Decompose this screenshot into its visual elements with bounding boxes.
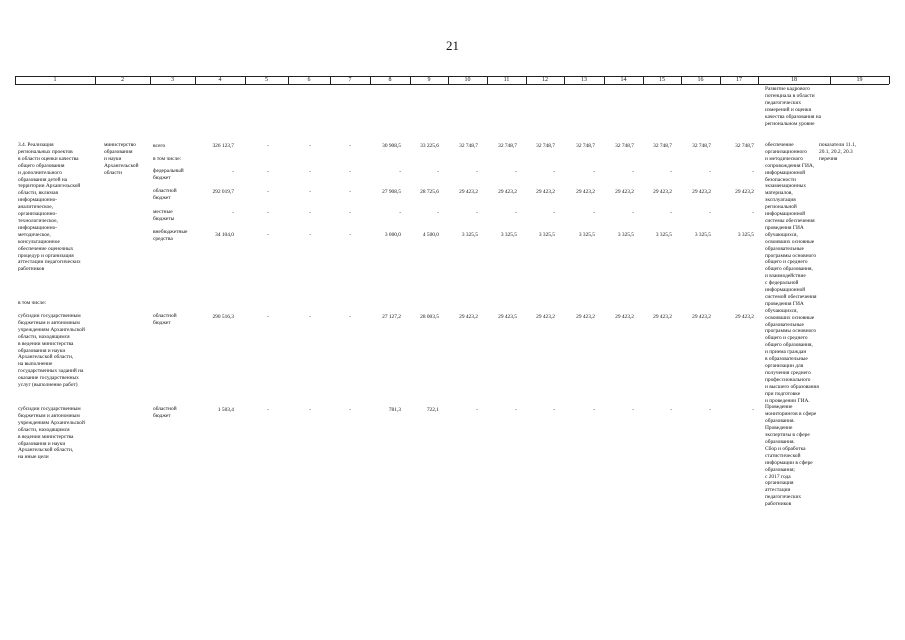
- value-cell: 30 908,5: [382, 143, 401, 149]
- col18-continued-text: Развитие кадрового потенциала в области педагогических измерений и оценки качества образования на региональном уровне: [765, 86, 821, 127]
- measure-result-text: обеспечение организационного и методического сопровождения ГИА, информационной безопасности экзаменационных материалов, эксплуатация региональной информационной системы обеспечения проведения ГИА обучающихся, освоивших основные образовательные программы основного общего и среднего общего образования, и взаимодействие с федеральной информационной системой обеспечения проведения ГИА обучающихся, освоивших основные образовательные программы основного общего и среднего общего образования, и приема граждан в образовательные организации для получения среднего профессионального и высшего образования при подготовке и проведении ГИА. Проведение мониторингов в сфере образования. Проведение экспертизы в сфере образования. Сбор и обработка статистической информации в сфере образования; с 2017 года организация аттестации педагогических работников: [765, 142, 819, 508]
- value-cell: -: [349, 189, 351, 195]
- column-divider: [564, 76, 565, 84]
- value-cell: 29 423,2: [735, 314, 754, 320]
- value-cell: 3 325,5: [538, 232, 555, 238]
- funding-source: в том числе:: [153, 156, 182, 162]
- column-number: 12: [542, 77, 548, 83]
- value-cell: 29 423,2: [576, 189, 595, 195]
- value-cell: 34 104,0: [215, 232, 234, 238]
- value-cell: -: [232, 169, 234, 175]
- value-cell: 4 500,0: [422, 232, 439, 238]
- value-cell: -: [476, 407, 478, 413]
- value-cell: -: [267, 232, 269, 238]
- value-cell: 29 423,2: [692, 189, 711, 195]
- value-cell: -: [309, 210, 311, 216]
- column-number: 9: [427, 77, 431, 83]
- funding-source: федеральный бюджет: [153, 168, 184, 181]
- value-cell: -: [309, 143, 311, 149]
- value-cell: -: [670, 210, 672, 216]
- value-cell: -: [309, 232, 311, 238]
- value-cell: -: [267, 189, 269, 195]
- value-cell: 32 748,7: [653, 143, 672, 149]
- column-number: 19: [856, 77, 863, 83]
- subsidy-name: субсидии государственным бюджетным и автономным учреждениям Архангельской области, находящимся в ведении министерства образования и науки Архангельской области, на иные цели: [18, 406, 85, 461]
- measure-name: 3.4. Реализация региональных проектов в области оценки качества общего образования и дополнительного образования детей на территории Архангельской области, включая информационно- аналитическое, организационно- технологическое, информационно- методическое, консультационное обеспечение оценочных процедур и организация аттестации педагогических работников: [18, 142, 81, 273]
- subsidy-name: субсидии государственным бюджетным и автономным учреждениям Архангельской области, находящимся в ведении министерства образования и науки Архангельской области, на выполнение государственных заданий на оказание государственных услуг (выполнение работ): [18, 313, 85, 389]
- value-cell: 29 423,2: [536, 314, 555, 320]
- measure-executor: министерство образования и науки Архангельской области: [104, 142, 139, 176]
- value-cell: -: [593, 210, 595, 216]
- value-cell: 3 000,0: [384, 232, 401, 238]
- value-cell: -: [349, 407, 351, 413]
- value-cell: -: [632, 169, 634, 175]
- value-cell: -: [267, 143, 269, 149]
- column-number: 6: [307, 77, 311, 83]
- value-cell: -: [267, 407, 269, 413]
- including-label: в том числе:: [18, 300, 47, 306]
- column-number: 13: [581, 77, 587, 83]
- value-cell: 3 325,5: [694, 232, 711, 238]
- column-number: 8: [388, 77, 392, 83]
- value-cell: 32 748,7: [615, 143, 634, 149]
- value-cell: 29 423,2: [653, 189, 672, 195]
- value-cell: 29 423,2: [536, 189, 555, 195]
- value-cell: 3 325,5: [617, 232, 634, 238]
- value-cell: -: [553, 210, 555, 216]
- value-cell: -: [752, 169, 754, 175]
- value-cell: -: [349, 169, 351, 175]
- value-cell: 32 748,7: [536, 143, 555, 149]
- value-cell: -: [309, 407, 311, 413]
- column-divider: [15, 76, 16, 84]
- funding-source: местные бюджеты: [153, 209, 175, 222]
- value-cell: -: [232, 210, 234, 216]
- value-cell: -: [670, 407, 672, 413]
- value-cell: 32 748,7: [459, 143, 478, 149]
- value-cell: 29 423,2: [498, 189, 517, 195]
- value-cell: 29 423,2: [692, 314, 711, 320]
- value-cell: 3 325,5: [500, 232, 517, 238]
- value-cell: 781,3: [388, 407, 401, 413]
- subsidy-source: областной бюджет: [153, 406, 177, 419]
- value-cell: 32 748,7: [576, 143, 595, 149]
- value-cell: -: [593, 407, 595, 413]
- column-divider: [448, 76, 449, 84]
- value-cell: -: [437, 210, 439, 216]
- column-number: 1: [53, 77, 57, 83]
- column-number: 4: [218, 77, 222, 83]
- value-cell: -: [267, 169, 269, 175]
- value-cell: 27 127,2: [382, 314, 401, 320]
- value-cell: 3 325,5: [655, 232, 672, 238]
- value-cell: -: [752, 210, 754, 216]
- value-cell: 326 123,7: [212, 143, 234, 149]
- subsidy-source: областной бюджет: [153, 313, 177, 326]
- value-cell: -: [349, 314, 351, 320]
- value-cell: -: [709, 210, 711, 216]
- value-cell: 29 423,2: [615, 314, 634, 320]
- value-cell: -: [709, 407, 711, 413]
- value-cell: 3 325,5: [461, 232, 478, 238]
- value-cell: -: [349, 232, 351, 238]
- value-cell: 32 748,7: [692, 143, 711, 149]
- value-cell: 29 423,2: [459, 189, 478, 195]
- value-cell: -: [309, 314, 311, 320]
- column-divider: [370, 76, 371, 84]
- value-cell: 722,1: [426, 407, 439, 413]
- value-cell: 290 516,3: [212, 314, 234, 320]
- column-number: 3: [171, 77, 174, 83]
- value-cell: -: [515, 169, 517, 175]
- column-number: 16: [697, 77, 704, 83]
- column-divider: [288, 76, 289, 84]
- value-cell: -: [349, 143, 351, 149]
- column-divider: [830, 76, 831, 84]
- value-cell: -: [709, 169, 711, 175]
- value-cell: -: [399, 210, 401, 216]
- value-cell: -: [593, 169, 595, 175]
- column-divider: [195, 76, 196, 84]
- value-cell: 3 325,5: [578, 232, 595, 238]
- column-number: 5: [265, 77, 268, 83]
- value-cell: 29 423,2: [459, 314, 478, 320]
- value-cell: 29 423,2: [615, 189, 634, 195]
- value-cell: 29 423,2: [653, 314, 672, 320]
- value-cell: -: [267, 314, 269, 320]
- value-cell: 32 748,7: [735, 143, 754, 149]
- value-cell: -: [309, 189, 311, 195]
- column-divider: [95, 76, 96, 84]
- column-divider: [758, 76, 759, 84]
- value-cell: -: [632, 210, 634, 216]
- header-bottom-border: [15, 84, 889, 85]
- value-cell: -: [476, 210, 478, 216]
- value-cell: -: [553, 169, 555, 175]
- value-cell: -: [437, 169, 439, 175]
- column-number: 11: [503, 77, 510, 83]
- column-divider: [720, 76, 721, 84]
- column-divider: [487, 76, 488, 84]
- value-cell: -: [752, 407, 754, 413]
- value-cell: 292 019,7: [212, 189, 234, 195]
- value-cell: -: [515, 210, 517, 216]
- value-cell: -: [553, 407, 555, 413]
- column-divider: [330, 76, 331, 84]
- column-divider: [150, 76, 151, 84]
- column-number: 7: [348, 77, 352, 83]
- value-cell: -: [349, 210, 351, 216]
- value-cell: -: [267, 210, 269, 216]
- column-divider: [643, 76, 644, 84]
- value-cell: -: [670, 169, 672, 175]
- column-number: 15: [659, 77, 665, 83]
- column-divider: [681, 76, 682, 84]
- column-number: 14: [620, 77, 627, 83]
- value-cell: -: [515, 407, 517, 413]
- column-number: 10: [464, 77, 471, 83]
- value-cell: 29 423,2: [576, 314, 595, 320]
- value-cell: 29 423,2: [735, 189, 754, 195]
- measure-indicators: показатели 11.1, 20.1, 20.2, 20.3 перечня: [819, 142, 857, 162]
- column-divider: [889, 76, 890, 84]
- value-cell: 33 225,6: [420, 143, 439, 149]
- column-divider: [604, 76, 605, 84]
- value-cell: -: [399, 169, 401, 175]
- column-number: 2: [121, 77, 124, 83]
- column-divider: [526, 76, 527, 84]
- value-cell: 27 908,5: [382, 189, 401, 195]
- funding-source: всего: [153, 143, 166, 149]
- column-divider: [245, 76, 246, 84]
- value-cell: -: [309, 169, 311, 175]
- funding-source: внебюджетные средства: [153, 229, 188, 242]
- funding-source: областной бюджет: [153, 188, 177, 201]
- page-number: 21: [446, 38, 459, 53]
- value-cell: 28 725,6: [420, 189, 439, 195]
- value-cell: 1 503,4: [217, 407, 234, 413]
- value-cell: 32 748,7: [498, 143, 517, 149]
- column-divider: [410, 76, 411, 84]
- column-number: 17: [736, 77, 742, 83]
- value-cell: 28 003,5: [420, 314, 439, 320]
- value-cell: 29 423,5: [498, 314, 517, 320]
- value-cell: 3 325,5: [737, 232, 754, 238]
- value-cell: -: [476, 169, 478, 175]
- value-cell: -: [632, 407, 634, 413]
- column-number: 18: [791, 77, 797, 83]
